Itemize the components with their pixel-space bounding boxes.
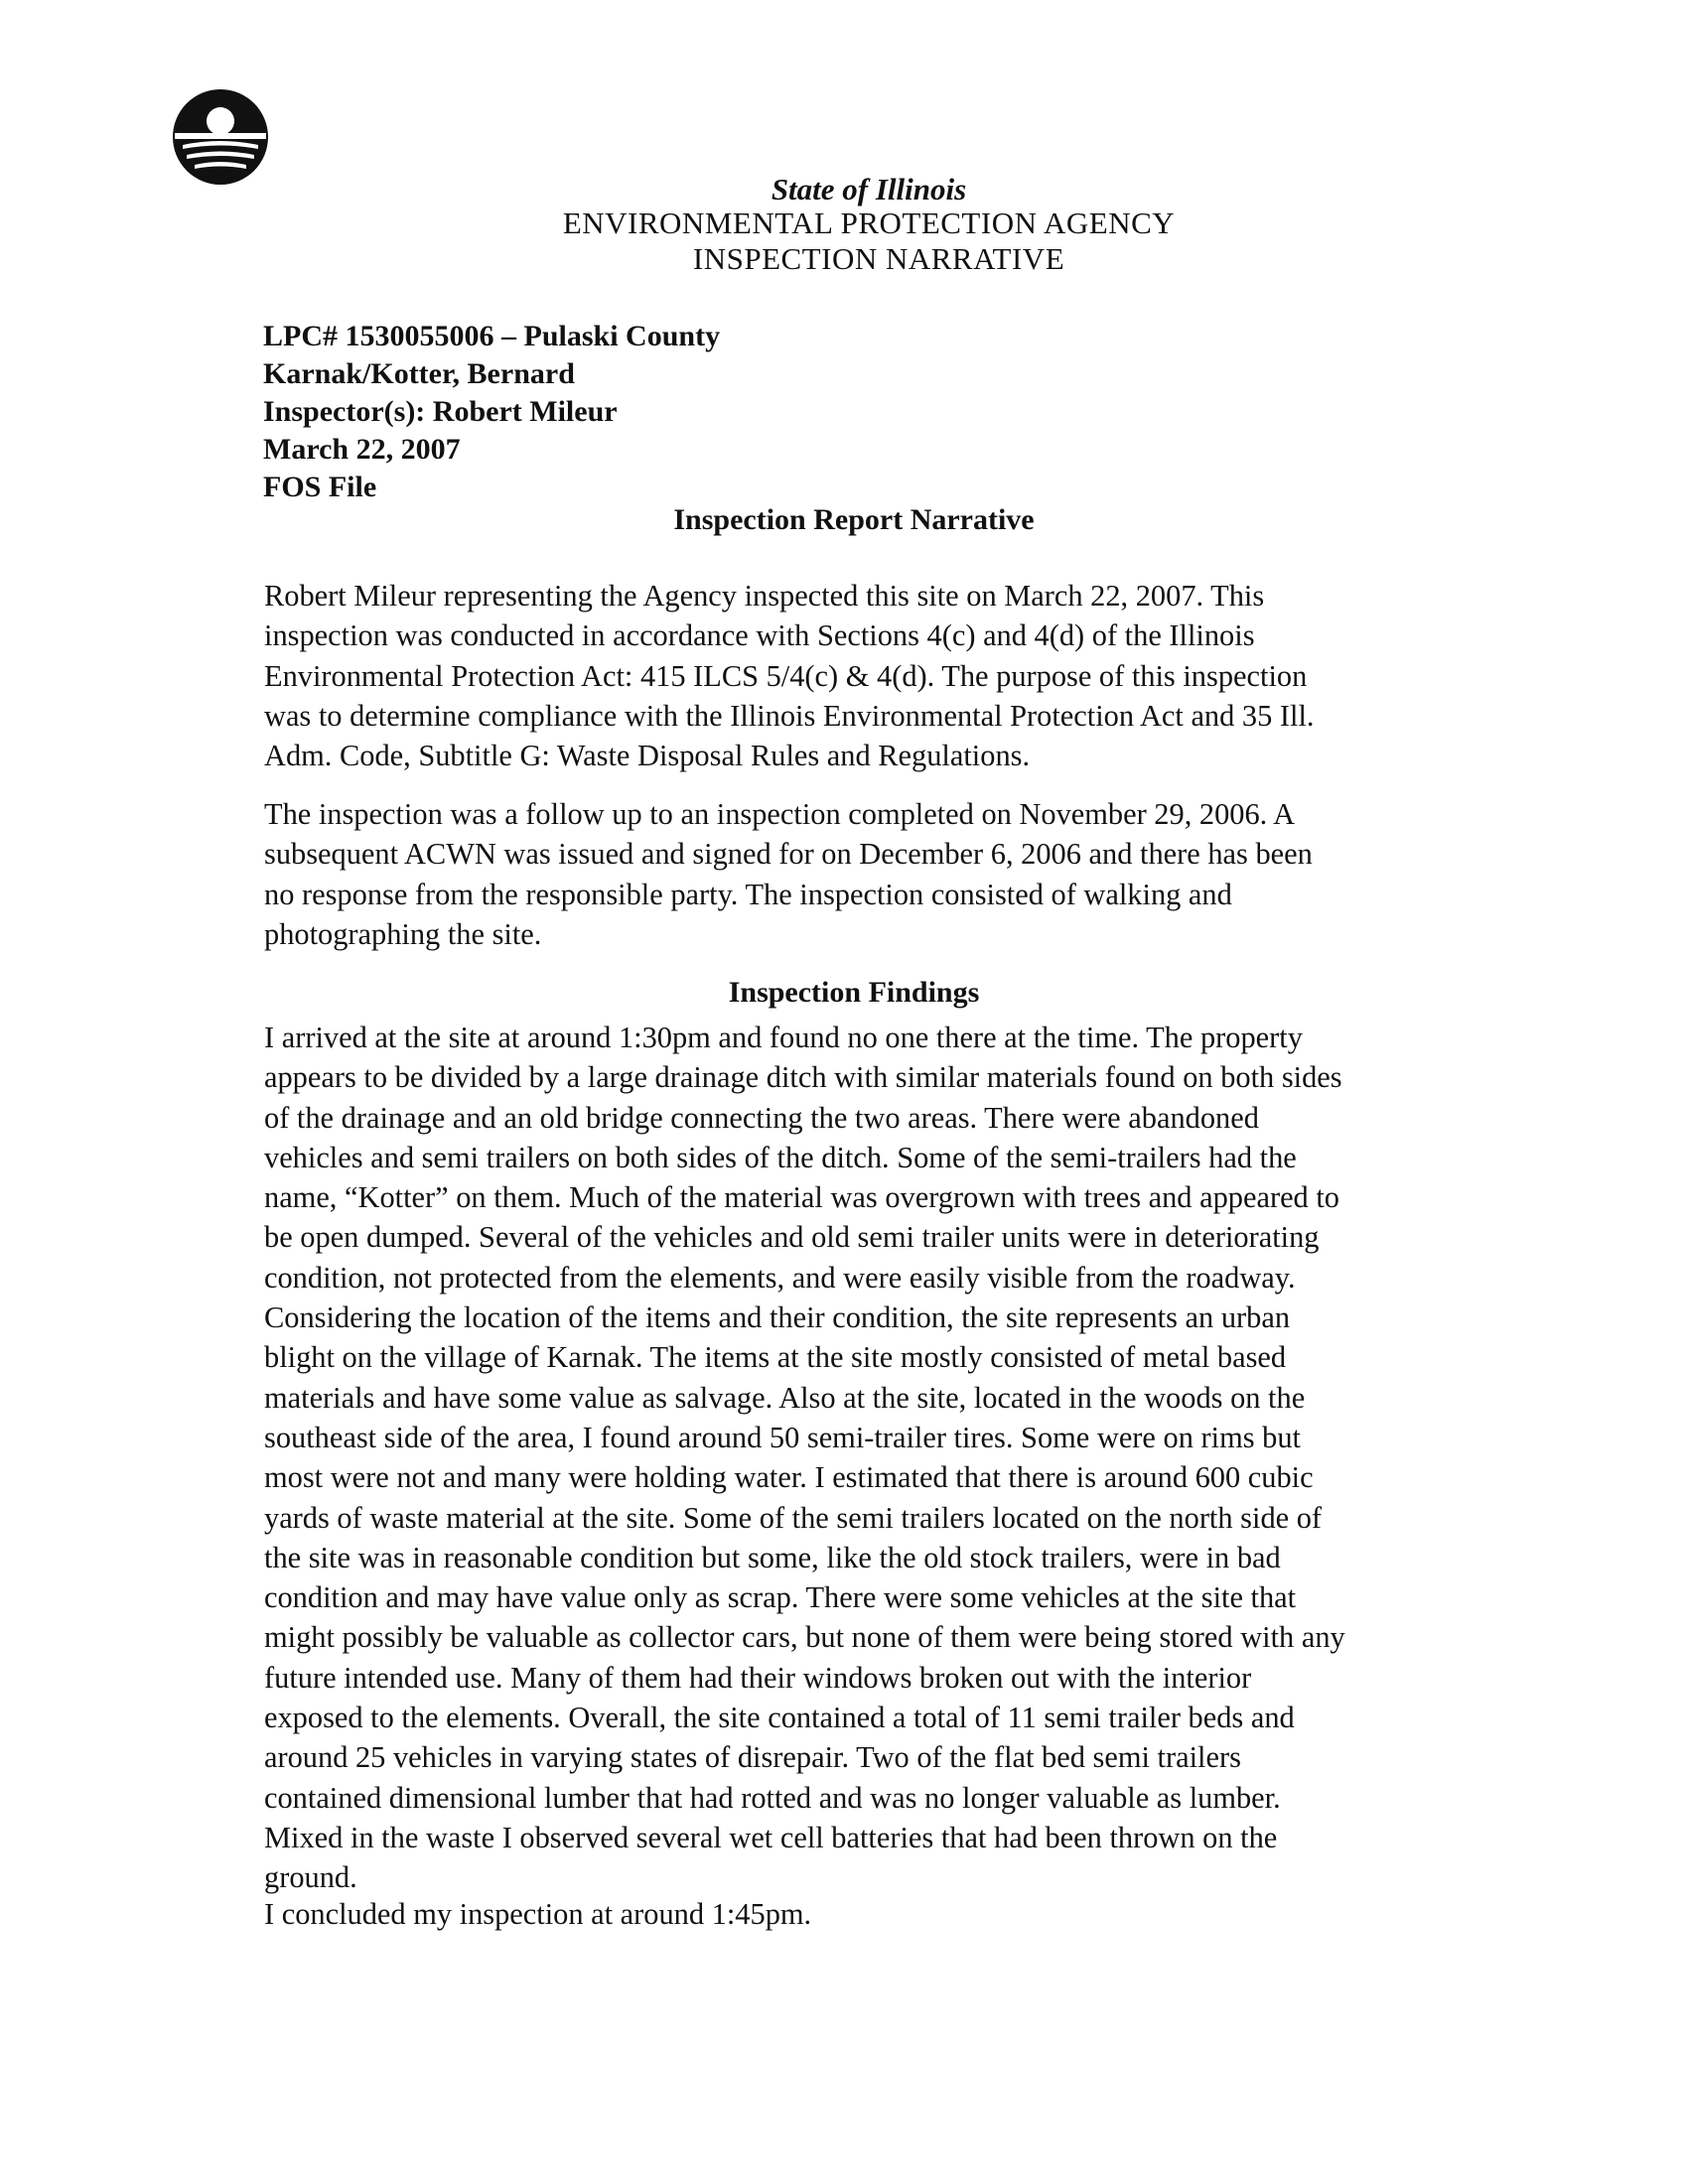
text-line: vehicles and semi trailers on both sides of the ditch. Some of the semi-trailers had the (264, 1140, 1297, 1174)
text-line: Considering the location of the items and their condition, the site represents an urban (264, 1300, 1291, 1335)
inspector-line: Inspector(s): Robert Mileur (263, 395, 618, 428)
narrative-paragraph-1 (264, 576, 1456, 775)
text-line: Environmental Protection Act: 415 ILCS 5/4(c) & 4(d). The purpose of this inspection (264, 658, 1308, 693)
text-line: inspection was conducted in accordance with Sections 4(c) and 4(d) of the Illinois (264, 618, 1255, 653)
text-line: was to determine compliance with the Illinois Environmental Protection Act and 35 Ill. (264, 698, 1315, 733)
text-line: exposed to the elements. Overall, the site contained a total of 11 semi trailer beds and (264, 1701, 1295, 1735)
agency-name: ENVIRONMENTAL PROTECTION AGENCY (562, 205, 1176, 240)
conclusion-paragraph (264, 1894, 1456, 1934)
text-line: future intended use. Many of them had their windows broken out with the interior (264, 1660, 1252, 1695)
findings-heading: Inspection Findings (728, 976, 980, 1009)
text-line: I arrived at the site at around 1:30pm and found no one there at the time. The property (264, 1021, 1303, 1054)
text-line: appears to be divided by a large drainage ditch with similar materials found on both sides (264, 1060, 1342, 1095)
text-line: the site was in reasonable condition but some, like the old stock trailers, were in bad (264, 1540, 1281, 1574)
text-line: might possibly be valuable as collector cars, but none of them were being stored with any (264, 1620, 1345, 1655)
text-line: condition, not protected from the elements, and were easily visible from the roadway. (264, 1260, 1296, 1295)
text-line: condition and may have value only as scrap. There were some vehicles at the site that (264, 1580, 1297, 1615)
text-line: Robert Mileur representing the Agency inspected this site on March 22, 2007. This (264, 579, 1265, 613)
text-line: southeast side of the area, I found around 50 semi-trailer tires. Some were on rims but (264, 1420, 1301, 1454)
text-line: materials and have some value as salvage. Also at the site, located in the woods on the (264, 1380, 1306, 1415)
text-line: I concluded my inspection at around 1:45pm. (264, 1897, 812, 1931)
text-line: around 25 vehicles in varying states of disrepair. Two of the flat bed semi trailers (264, 1740, 1241, 1775)
text-line: Mixed in the waste I observed several wet cell batteries that had been thrown on the (264, 1820, 1278, 1854)
state-name: State of Illinois (771, 172, 967, 206)
text-line: yards of waste material at the site. Some of the semi trailers located on the north side of (264, 1500, 1323, 1535)
text-line: Adm. Code, Subtitle G: Waste Disposal Rules and Regulations. (264, 739, 1031, 773)
text-line: photographing the site. (264, 916, 542, 951)
text-line: most were not and many were holding water. I estimated that there is around 600 cubic (264, 1460, 1314, 1495)
text-line: contained dimensional lumber that had rotted and was no longer valuable as lumber. (264, 1780, 1281, 1815)
narrative-heading: Inspection Report Narrative (673, 503, 1035, 536)
text-line: of the drainage and an old bridge connecting the two areas. There were abandoned (264, 1100, 1259, 1135)
document-type: INSPECTION NARRATIVE (692, 241, 1065, 276)
text-line: be open dumped. Several of the vehicles and old semi trailer units were in deteriorating (264, 1220, 1320, 1255)
inspection-date: March 22, 2007 (263, 433, 461, 466)
case-header (263, 318, 720, 506)
text-line: subsequent ACWN was issued and signed for on December 6, 2006 and there has been (264, 837, 1313, 872)
lpc-number: LPC# 1530055006 – Pulaski County (263, 320, 721, 352)
text-line: blight on the village of Karnak. The items at the site mostly consisted of metal based (264, 1340, 1287, 1375)
narrative-paragraph-2 (264, 794, 1456, 954)
file-label: FOS File (263, 471, 377, 503)
findings-paragraph (264, 1018, 1456, 1898)
text-line: The inspection was a follow up to an inspection completed on November 29, 2006. A (264, 797, 1296, 831)
text-line: ground. (264, 1860, 357, 1895)
text-line: no response from the responsible party. The inspection consisted of walking and (264, 877, 1232, 911)
site-name: Karnak/Kotter, Bernard (263, 357, 575, 390)
text-line: name, “Kotter” on them. Much of the material was overgrown with trees and appeared to (264, 1180, 1339, 1215)
